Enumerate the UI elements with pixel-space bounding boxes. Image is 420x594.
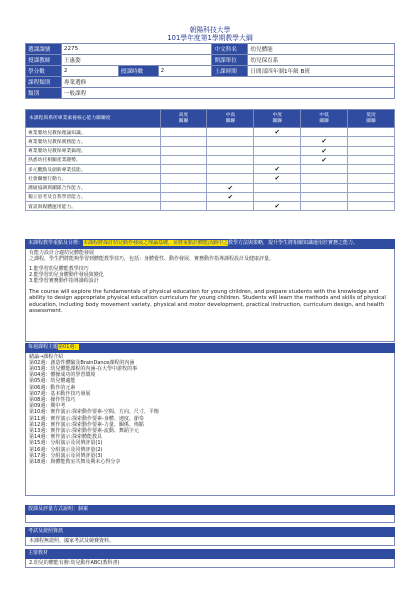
schedule-line: 第07週：基本動作技巧發展 bbox=[29, 390, 91, 397]
level-mid: 中度 關聯 bbox=[254, 110, 301, 128]
competency-cell bbox=[207, 137, 254, 146]
schedule-line: 第09週：期中考 bbox=[29, 403, 66, 410]
competency-cell bbox=[348, 155, 395, 164]
check-icon: ✔ bbox=[254, 165, 301, 174]
exam-text: 本課程無證照、國家考試及競賽資料。 bbox=[29, 537, 115, 544]
objective-line: 之課程，學生們將能夠學習到體能教學技巧，包括：身體覺性、動作發展、實務動作指導課程設計及健康評量。 bbox=[29, 255, 275, 262]
competency-cell bbox=[348, 146, 395, 155]
level-mid-low: 中低 關聯 bbox=[301, 110, 348, 128]
schedule-line: 第12週：實作演示:探索動作要素-力量、關係、佈點 bbox=[29, 421, 144, 428]
competency-cell bbox=[301, 165, 348, 174]
competency-row bbox=[26, 202, 395, 211]
level-high: 高度 關聯 bbox=[160, 110, 207, 128]
competency-cell bbox=[254, 146, 301, 155]
objective-line: 1.能學習幼兒體能教學技巧 bbox=[29, 265, 89, 272]
schedule-line: 第10週：實作演示:探索動作要素-空間、方向、尺寸、平衡 bbox=[29, 409, 159, 416]
schedule-line: 第14週：實作演示:探索體能教具 bbox=[29, 434, 103, 441]
competency-cell bbox=[160, 174, 207, 183]
schedule-header: 每週課程主題第01週： bbox=[25, 343, 395, 353]
competency-label: 多元觀點及創新專業技能。 bbox=[26, 165, 161, 174]
check-icon: ✔ bbox=[254, 174, 301, 183]
category-label: 課程類別 bbox=[26, 77, 62, 88]
teacher-label: 授課教師 bbox=[26, 55, 62, 66]
competency-cell bbox=[207, 202, 254, 211]
course-code-label: 選課課號 bbox=[26, 44, 62, 55]
check-icon: ✔ bbox=[207, 192, 254, 201]
competency-cell bbox=[301, 202, 348, 211]
competency-row bbox=[26, 155, 395, 164]
competency-label: 專業嬰幼兒教保實務能力。 bbox=[26, 137, 161, 146]
schedule-line: 第18週：與體能教室共舞及期末心得分享 bbox=[29, 458, 121, 465]
objective-line: 3.能學習實務動作指導課程設計 bbox=[29, 278, 99, 285]
competency-cell bbox=[160, 183, 207, 192]
textbook-header: 主要教材 bbox=[25, 549, 395, 559]
competency-cell bbox=[160, 192, 207, 201]
competency-row bbox=[26, 192, 395, 201]
course-info-table bbox=[25, 43, 395, 99]
credits: 2 bbox=[61, 66, 118, 77]
competency-cell bbox=[254, 137, 301, 146]
objective-line: 2.能學習幼兒身體動作發展與變化 bbox=[29, 272, 104, 279]
type: 一般課程 bbox=[61, 88, 394, 99]
check-icon: ✔ bbox=[301, 137, 348, 146]
competency-cell bbox=[348, 165, 395, 174]
competency-label: 資訊與媒體運用能力。 bbox=[26, 202, 161, 211]
objectives-body bbox=[25, 249, 395, 342]
schedule-line: 第15週：分組演示及同儕評量(1) bbox=[29, 440, 103, 447]
schedule-line: 第08週：操作性技巧 bbox=[29, 396, 76, 403]
competency-cell bbox=[207, 155, 254, 164]
competency-row bbox=[26, 146, 395, 155]
level-mid-high: 中高 關聯 bbox=[207, 110, 254, 128]
type-label: 類別 bbox=[26, 88, 62, 99]
competency-cell bbox=[254, 183, 301, 192]
schedule-body bbox=[25, 353, 395, 496]
schedule-line: 第03週：幼兒體能課程的內涵-在大學中游牧的事 bbox=[29, 365, 138, 372]
evaluation-header: 授課及評量方式說明：個案 bbox=[25, 505, 395, 515]
exam-body bbox=[25, 537, 395, 546]
schedule-line: 緒論→課程介紹 bbox=[29, 353, 64, 360]
dept-label: 開課單位 bbox=[212, 55, 248, 66]
class-time: 日間部四年制1年級 B班 bbox=[248, 66, 395, 77]
check-icon: ✔ bbox=[301, 146, 348, 155]
competency-row bbox=[26, 137, 395, 146]
schedule-line: 第05週：幼兒體適能 bbox=[29, 378, 76, 385]
competency-cell bbox=[348, 183, 395, 192]
competency-row bbox=[26, 174, 395, 183]
time-label: 上課時間 bbox=[212, 66, 248, 77]
competency-row bbox=[26, 128, 395, 137]
competency-cell bbox=[160, 137, 207, 146]
competency-cell bbox=[160, 128, 207, 137]
competency-header: 本課程與系所專業素養核心能力關聯度 bbox=[26, 110, 161, 128]
competency-label: 社會關懷行動力。 bbox=[26, 174, 161, 183]
competency-cell bbox=[348, 128, 395, 137]
schedule-line: 第06週：動作的元素 bbox=[29, 384, 76, 391]
check-icon: ✔ bbox=[301, 155, 348, 164]
hours-label: 授課時數 bbox=[118, 66, 158, 77]
competency-label: 專業嬰幼兒教保理論知識。 bbox=[26, 128, 161, 137]
course-name: 幼兒體能 bbox=[248, 44, 395, 55]
competency-cell bbox=[160, 202, 207, 211]
schedule-line: 第04週：體操成功的學習環境 bbox=[29, 372, 96, 379]
check-icon: ✔ bbox=[254, 128, 301, 137]
competency-cell bbox=[348, 192, 395, 201]
competency-cell bbox=[301, 174, 348, 183]
competency-cell bbox=[160, 146, 207, 155]
hours: 2 bbox=[158, 66, 212, 77]
course-code: 2275 bbox=[61, 44, 212, 55]
competency-cell bbox=[348, 174, 395, 183]
competency-cell bbox=[254, 192, 301, 201]
competency-cell bbox=[254, 155, 301, 164]
objective-line: 有能力設計合適幼兒體能發展 bbox=[29, 249, 95, 256]
objectives-english: The course will explore the fundamentals of physical education for young children, and prepare students with the knowledge and ability to design appropriate physical education curriculum for young children. Students will learn the methods and skills of physical education, including body movement variety, physical and motor development, practical instruction, curriculum design, and health assessment. bbox=[29, 288, 386, 315]
credits-label: 學分數 bbox=[26, 66, 62, 77]
evaluation-body bbox=[25, 515, 395, 523]
schedule-line: 第11週：實作演示:探索動作要素-身體、速度、節奏 bbox=[29, 415, 144, 422]
schedule-line: 第16週：分組演示及同儕評量(2) bbox=[29, 446, 103, 453]
competency-cell bbox=[301, 183, 348, 192]
teacher: 王惠姿 bbox=[61, 55, 212, 66]
objectives-header: 本課程教學重點及目標：本課程將探討幼兒動作發展之理論基礎，並將重點於體能活動中之教學方法與策略，提升學生將相關知識運用於實務之能力。 bbox=[25, 239, 395, 249]
competency-cell bbox=[160, 155, 207, 164]
level-low: 低度 關聯 bbox=[348, 110, 395, 128]
schedule-line: 第13週：實作演示:探索動作要素-流動、舞蹈字元 bbox=[29, 427, 139, 434]
competency-label: 熟悉幼托相關產業趨勢。 bbox=[26, 155, 161, 164]
competency-cell bbox=[207, 165, 254, 174]
competency-row bbox=[26, 165, 395, 174]
textbook-body bbox=[25, 559, 395, 568]
competency-cell bbox=[160, 165, 207, 174]
category: 專業選修 bbox=[61, 77, 394, 88]
competency-label: 專業嬰幼兒教保專業倫理。 bbox=[26, 146, 161, 155]
school-name: 朝陽科技大學 bbox=[189, 26, 231, 34]
competency-row bbox=[26, 183, 395, 192]
competency-cell bbox=[301, 128, 348, 137]
dept: 幼兒保育系 bbox=[248, 55, 395, 66]
competency-cell bbox=[301, 192, 348, 201]
competency-label: 獨立思考及自我學習能力。 bbox=[26, 192, 161, 201]
competency-cell bbox=[207, 146, 254, 155]
check-icon: ✔ bbox=[254, 202, 301, 211]
schedule-line: 第17週：分組演示及同儕評量(3) bbox=[29, 452, 103, 459]
competency-table bbox=[25, 109, 395, 211]
syllabus-title: 101學年度第1學期教學大綱 bbox=[167, 34, 253, 42]
competency-cell bbox=[207, 128, 254, 137]
competency-cell bbox=[207, 174, 254, 183]
schedule-line: 第02週：創造性體驗及BrainDance課程的內涵 bbox=[29, 359, 135, 366]
check-icon: ✔ bbox=[207, 183, 254, 192]
exam-header: 考試及證照資訊 bbox=[25, 527, 395, 537]
competency-label: 溝通協調與團隊合作能力。 bbox=[26, 183, 161, 192]
competency-cell bbox=[348, 202, 395, 211]
competency-cell bbox=[348, 137, 395, 146]
course-name-label: 中文科名 bbox=[212, 44, 248, 55]
textbook-text: 2.幼兒的體能有辦:幼兒動作ABC(教科書) bbox=[29, 559, 120, 566]
